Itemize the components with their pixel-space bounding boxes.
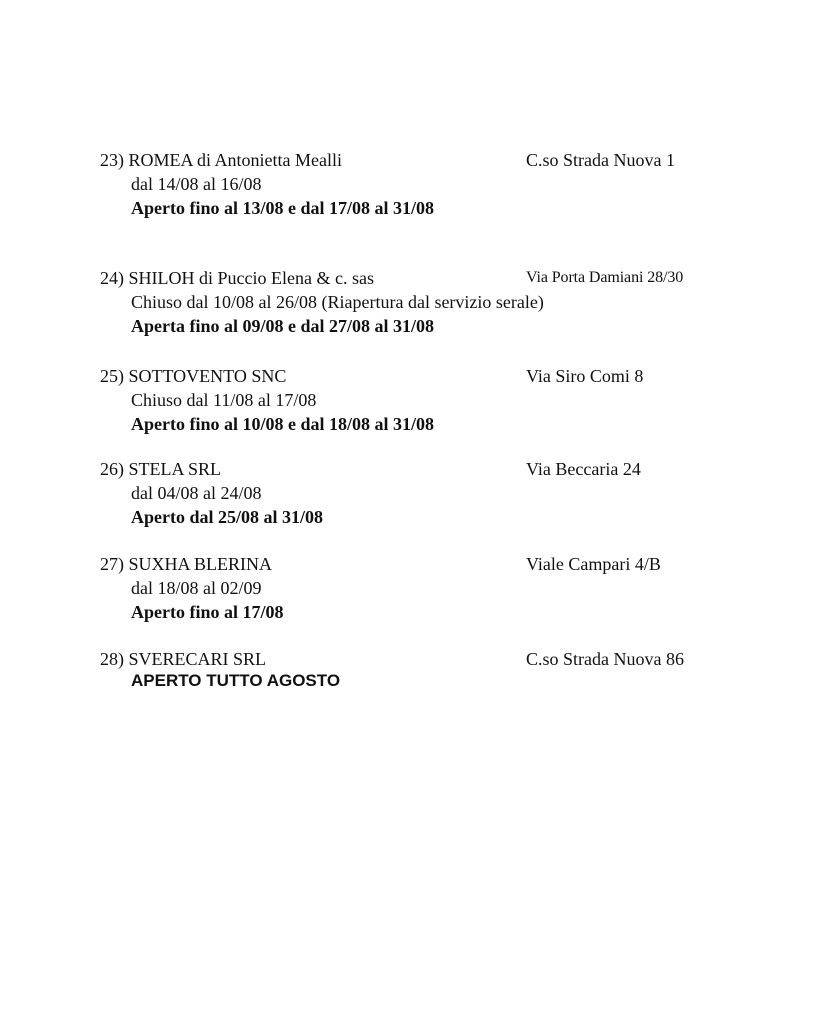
business-name: 24) SHILOH di Puccio Elena & c. sas: [100, 268, 374, 288]
business-name: 26) STELA SRL: [100, 459, 222, 479]
business-address: Via Siro Comi 8: [526, 366, 644, 386]
business-address: Via Porta Damiani 28/30: [526, 269, 684, 286]
closure-period: dal 14/08 al 16/08: [131, 174, 262, 194]
closure-period: dal 04/08 al 24/08: [131, 483, 262, 503]
closure-period: Chiuso dal 11/08 al 17/08: [131, 390, 317, 410]
opening-status: APERTO TUTTO AGOSTO: [131, 671, 341, 690]
business-address: Viale Campari 4/B: [526, 554, 661, 574]
business-name: 23) ROMEA di Antonietta Mealli: [100, 150, 342, 170]
opening-status: Aperto fino al 17/08: [131, 602, 284, 622]
closure-period: Chiuso dal 10/08 al 26/08 (Riapertura dal servizio serale): [131, 292, 544, 312]
business-name: 28) SVERECARI SRL: [100, 649, 267, 669]
business-address: C.so Strada Nuova 86: [526, 649, 684, 669]
business-name: 25) SOTTOVENTO SNC: [100, 366, 287, 386]
business-address: Via Beccaria 24: [526, 459, 641, 479]
business-name: 27) SUXHA BLERINA: [100, 554, 273, 574]
business-address: C.so Strada Nuova 1: [526, 150, 675, 170]
opening-status: Aperto fino al 13/08 e dal 17/08 al 31/08: [131, 198, 434, 218]
opening-status: Aperta fino al 09/08 e dal 27/08 al 31/08: [131, 316, 434, 336]
closure-period: dal 18/08 al 02/09: [131, 578, 262, 598]
opening-status: Aperto dal 25/08 al 31/08: [131, 507, 323, 527]
opening-status: Aperto fino al 10/08 e dal 18/08 al 31/08: [131, 414, 434, 434]
